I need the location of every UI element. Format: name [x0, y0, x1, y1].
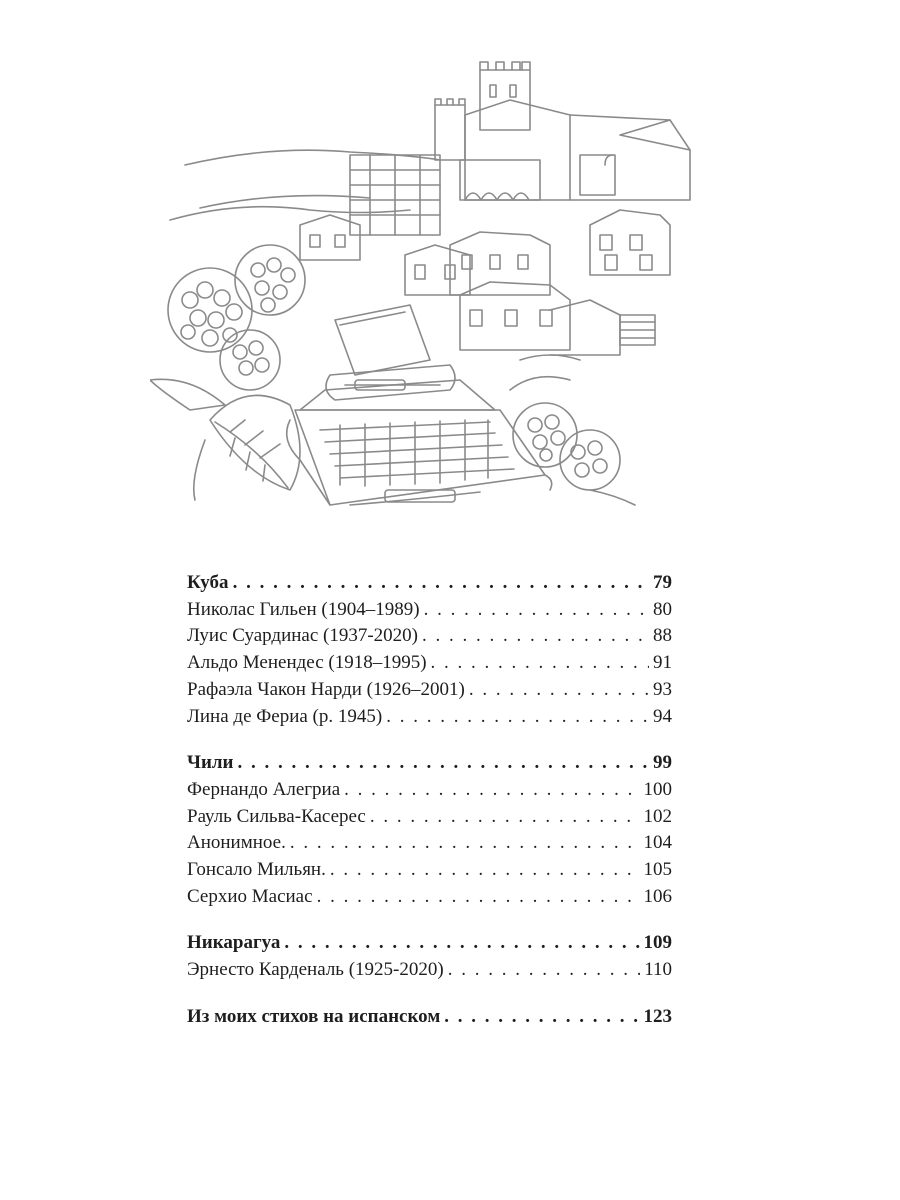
toc-heading[interactable] [187, 930, 672, 957]
dot-leader [233, 570, 649, 597]
dot-leader [370, 804, 640, 831]
toc-page-number: 106 [643, 885, 672, 907]
toc-entry[interactable] [187, 857, 672, 884]
toc-section-cuba [187, 570, 672, 730]
toc-entry[interactable] [187, 884, 672, 911]
toc-entry-title: Николас Гильен (1904–1989) [187, 598, 420, 620]
toc-entry[interactable] [187, 957, 672, 984]
toc-page-number: 104 [643, 832, 672, 854]
toc-entry-title: Луис Суардинас (1937-2020) [187, 625, 418, 647]
dot-leader [448, 957, 640, 984]
toc-page-number: 102 [643, 805, 672, 827]
toc-page-number: 93 [653, 678, 672, 700]
toc-page-number: 79 [653, 572, 672, 593]
toc-entry-title: Рауль Сильва-Касерес [187, 805, 366, 827]
dot-leader [424, 597, 649, 624]
dot-leader [431, 650, 649, 677]
toc-page-number: 123 [643, 1005, 672, 1027]
toc-heading-title: Куба [187, 572, 229, 593]
toc-page-number: 110 [644, 959, 672, 981]
dot-leader [330, 857, 640, 884]
toc-page-number: 99 [653, 752, 672, 774]
toc-page-number: 105 [643, 859, 672, 881]
toc-entry[interactable] [187, 830, 672, 857]
toc-entry[interactable] [187, 704, 672, 731]
toc-heading[interactable] [187, 570, 672, 597]
toc-section-nicaragua [187, 930, 672, 983]
toc-section-chile [187, 750, 672, 910]
toc-entry-title: Рафаэла Чакон Нарди (1926–2001) [187, 678, 465, 700]
toc-entry[interactable] [187, 804, 672, 831]
toc-heading[interactable] [187, 750, 672, 777]
village-typewriter-illustration [150, 60, 750, 550]
dot-leader [344, 777, 639, 804]
toc-page-number: 80 [653, 598, 672, 620]
toc-entry[interactable] [187, 597, 672, 624]
table-of-contents [187, 570, 672, 1051]
toc-entry[interactable] [187, 777, 672, 804]
toc-entry[interactable] [187, 650, 672, 677]
dot-leader [444, 1004, 639, 1031]
toc-heading-title: Чили [187, 752, 234, 774]
toc-entry-title: Гонсало Мильян. [187, 859, 326, 881]
toc-entry-title: Фернандо Алегриа [187, 778, 341, 800]
toc-entry[interactable] [187, 677, 672, 704]
toc-entry-title: Анонимное. [187, 832, 286, 854]
toc-section-spanish-poems [187, 1004, 672, 1031]
toc-entry-title: Эрнесто Карденаль (1925-2020) [187, 959, 444, 981]
village-typewriter-hydrangea-icon [150, 60, 750, 550]
toc-entry-title: Серхио Масиас [187, 885, 313, 907]
toc-page-number: 94 [653, 705, 672, 727]
toc-page-number: 88 [653, 625, 672, 647]
toc-entry-title: Лина де Фериа (р. 1945) [187, 705, 383, 727]
toc-entry[interactable] [187, 623, 672, 650]
toc-page-number: 91 [653, 652, 672, 674]
dot-leader [422, 623, 649, 650]
toc-page-number: 109 [643, 932, 672, 954]
toc-entry-title: Альдо Менендес (1918–1995) [187, 652, 427, 674]
dot-leader [290, 830, 640, 857]
dot-leader [469, 677, 649, 704]
toc-heading[interactable] [187, 1004, 672, 1031]
dot-leader [317, 884, 640, 911]
dot-leader [386, 704, 649, 731]
toc-page-number: 100 [643, 778, 672, 800]
dot-leader [284, 930, 639, 957]
toc-heading-title: Из моих стихов на испанском [187, 1005, 441, 1027]
toc-heading-title: Никарагуа [187, 932, 281, 954]
dot-leader [238, 750, 650, 777]
